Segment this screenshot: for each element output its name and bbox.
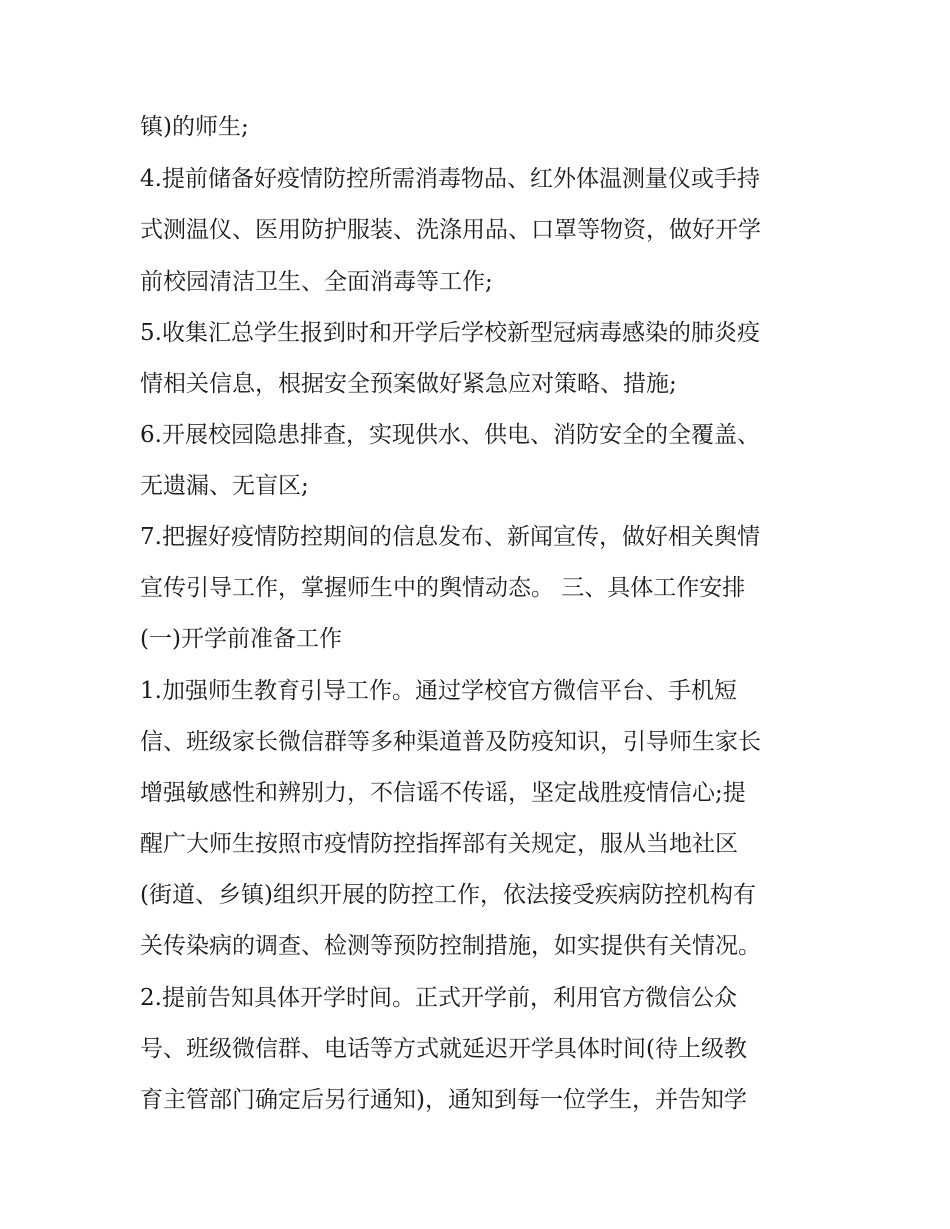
text-line-10: 宣传引导工作，掌握师生中的舆情动态。 三、具体工作安排 <box>140 575 746 601</box>
text-line-1: 镇)的师生; <box>140 114 249 140</box>
text-line-16: (街道、乡镇)组织开展的防控工作，依法接受疾病防控机构有 <box>140 882 756 908</box>
text-line-15: 醒广大师生按照市疫情防控指挥部有关规定，服从当地社区 <box>140 831 738 857</box>
text-line-4: 前校园清洁卫生、全面消毒等工作; <box>140 269 493 295</box>
text-line-18: 2.提前告知具体开学时间。正式开学前，利用官方微信公众 <box>140 985 737 1011</box>
text-line-5: 5.收集汇总学生报到时和开学后学校新型冠病毒感染的肺炎疫 <box>140 320 760 346</box>
text-line-12: 1.加强师生教育引导工作。通过学校官方微信平台、手机短 <box>140 678 737 704</box>
text-line-17: 关传染病的调查、检测等预防控制措施，如实提供有关情况。 <box>140 933 761 959</box>
text-line-7: 6.开展校园隐患排查，实现供水、供电、消防安全的全覆盖、 <box>140 422 760 448</box>
text-line-9: 7.把握好疫情防控期间的信息发布、新闻宣传，做好相关舆情 <box>140 524 760 550</box>
text-line-13: 信、班级家长微信群等多种渠道普及防疫知识，引导师生家长 <box>140 729 761 755</box>
text-line-2: 4.提前储备好疫情防控所需消毒物品、红外体温测量仪或手持 <box>140 166 760 192</box>
text-line-3: 式测温仪、医用防护服装、洗涤用品、口罩等物资，做好开学 <box>140 217 761 243</box>
text-line-20: 育主管部门确定后另行通知)，通知到每一位学生，并告知学 <box>140 1087 747 1113</box>
section-heading: (一)开学前准备工作 <box>140 626 342 652</box>
text-line-14: 增强敏感性和辨别力，不信谣不传谣，坚定战胜疫情信心;提 <box>140 780 746 806</box>
text-line-8: 无遗漏、无盲区; <box>140 473 309 499</box>
text-line-6: 情相关信息，根据安全预案做好紧急应对策略、措施; <box>140 371 677 397</box>
text-line-19: 号、班级微信群、电话等方式就延迟开学具体时间(待上级教 <box>140 1036 747 1062</box>
